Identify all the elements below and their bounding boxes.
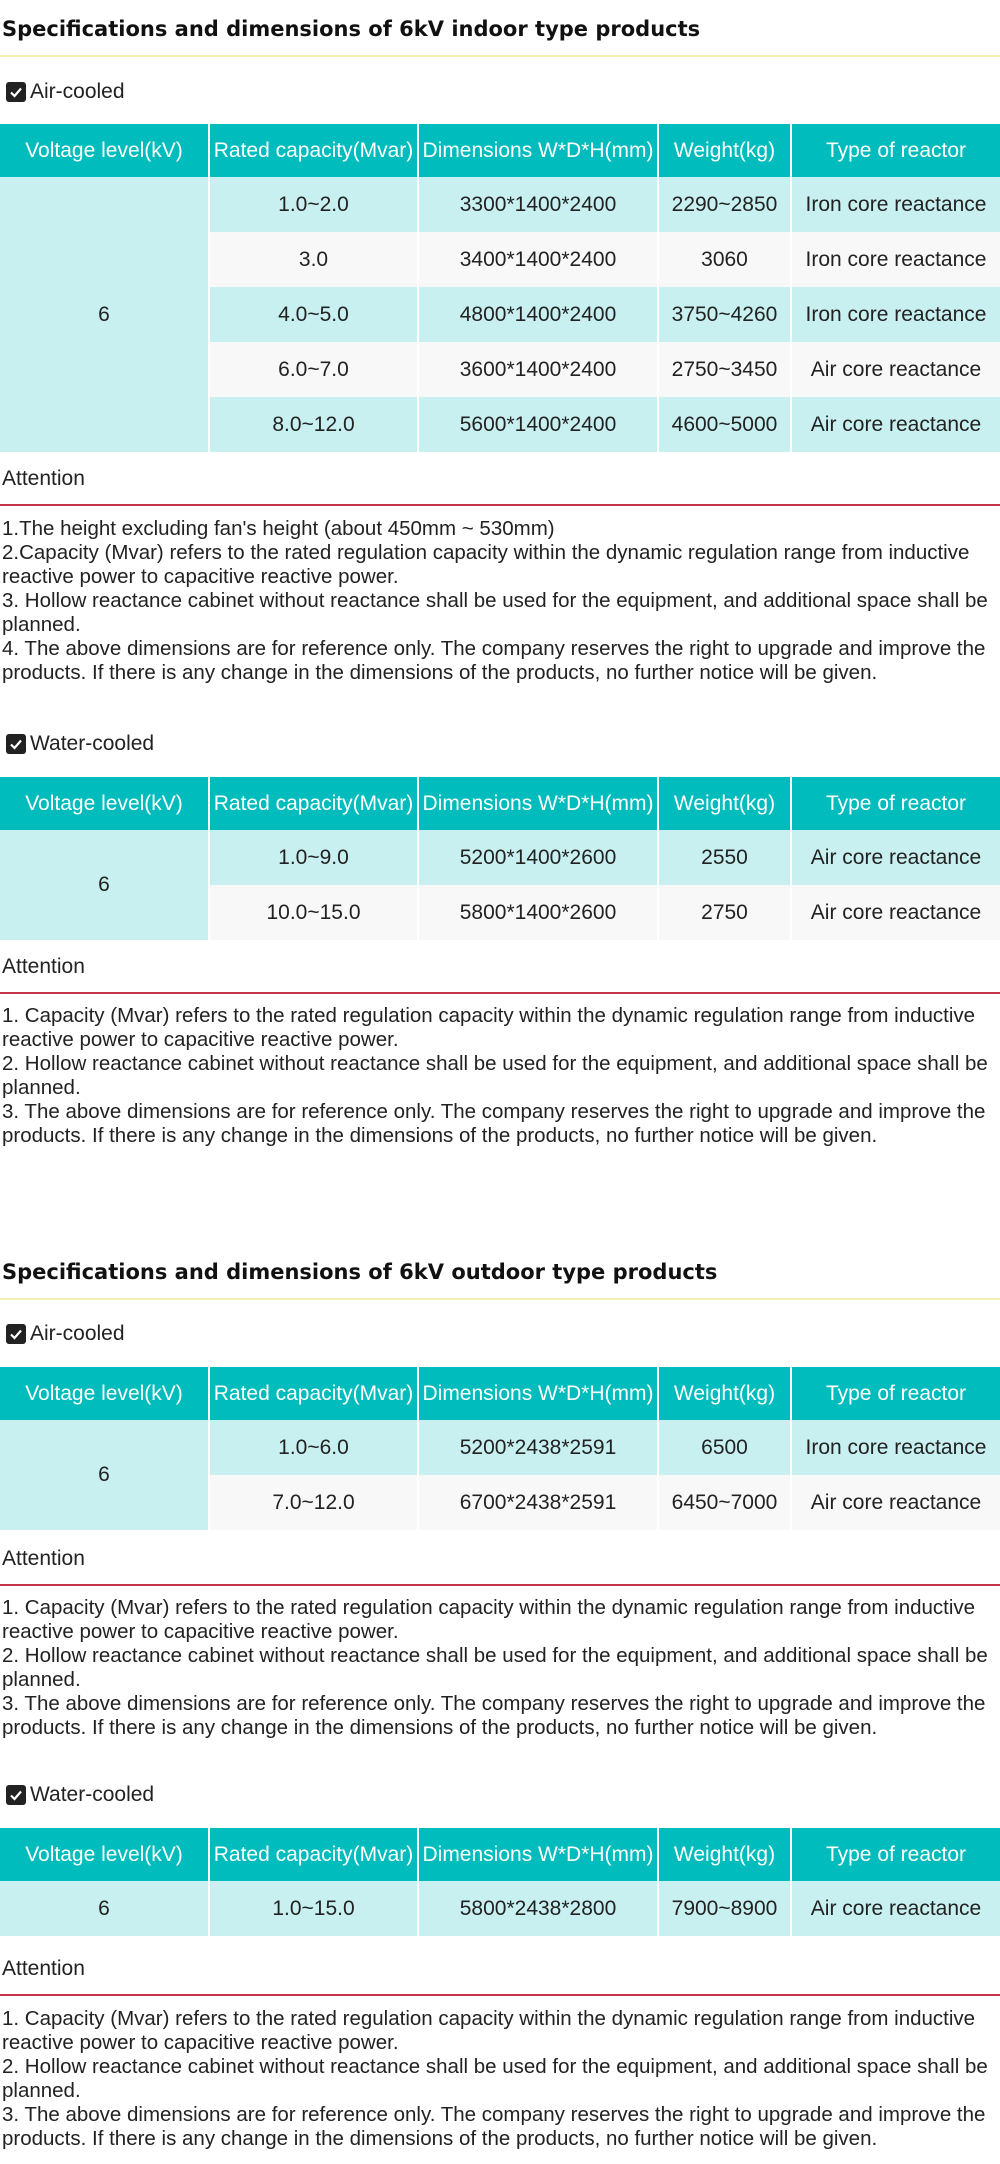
weight-cell: 4600~5000 [658, 397, 791, 452]
reactor-type-cell: Iron core reactance [791, 287, 1000, 342]
col-header-voltage: Voltage level(kV) [0, 124, 209, 177]
capacity-cell: 1.0~6.0 [209, 1420, 418, 1475]
checkbox-checked-icon [6, 1324, 26, 1344]
attention-divider [0, 1584, 1000, 1586]
dimensions-cell: 4800*1400*2400 [418, 287, 658, 342]
col-header-reactor-type: Type of reactor [791, 1828, 1000, 1881]
weight-cell: 2290~2850 [658, 177, 791, 232]
col-header-capacity: Rated capacity(Mvar) [209, 1828, 418, 1881]
capacity-cell: 4.0~5.0 [209, 287, 418, 342]
indoor-water-subheading [6, 732, 154, 756]
dimensions-cell: 5800*1400*2600 [418, 885, 658, 940]
indoor-water-notes [2, 1004, 998, 1148]
outdoor-water-subheading [6, 1783, 154, 1807]
indoor-air-notes [2, 517, 998, 685]
reactor-type-cell: Air core reactance [791, 885, 1000, 940]
outdoor-air-table [0, 1367, 1000, 1530]
dimensions-cell: 3600*1400*2400 [418, 342, 658, 397]
indoor-air-subheading [6, 80, 125, 104]
col-header-voltage: Voltage level(kV) [0, 777, 209, 830]
note-item: 1. Capacity (Mvar) refers to the rated regulation capacity within the dynamic regulation range from inductive reactive power to capacitive reactive power. [2, 1004, 976, 1051]
capacity-cell: 3.0 [209, 232, 418, 287]
dimensions-cell: 5200*2438*2591 [418, 1420, 658, 1475]
table-row [0, 177, 1000, 232]
note-item: 2. Hollow reactance cabinet without reactance shall be used for the equipment, and additional space shall be planned. [2, 2055, 988, 2102]
col-header-weight: Weight(kg) [658, 777, 791, 830]
capacity-cell: 8.0~12.0 [209, 397, 418, 452]
attention-divider [0, 504, 1000, 506]
col-header-voltage: Voltage level(kV) [0, 1367, 209, 1420]
indoor-water-label: Water-cooled [30, 732, 155, 755]
outdoor-water-notes [2, 2007, 998, 2151]
col-header-dimensions: Dimensions W*D*H(mm) [418, 1828, 658, 1881]
capacity-cell: 10.0~15.0 [209, 885, 418, 940]
weight-cell: 6500 [658, 1420, 791, 1475]
col-header-dimensions: Dimensions W*D*H(mm) [418, 777, 658, 830]
voltage-cell: 6 [0, 177, 209, 452]
outdoor-water-attention-heading: Attention [2, 1957, 85, 1980]
weight-cell: 3750~4260 [658, 287, 791, 342]
note-item: 1. Capacity (Mvar) refers to the rated regulation capacity within the dynamic regulation range from inductive reactive power to capacitive reactive power. [2, 2007, 976, 2054]
col-header-capacity: Rated capacity(Mvar) [209, 124, 418, 177]
note-item: 3. The above dimensions are for reference only. The company reserves the right to upgrade and improve the products. If there is any change in the dimensions of the products, no further notice will be given. [2, 1100, 986, 1147]
indoor-water-attention-heading: Attention [2, 955, 85, 978]
note-item: 2. Hollow reactance cabinet without reactance shall be used for the equipment, and additional space shall be planned. [2, 1052, 988, 1099]
indoor-air-label: Air-cooled [30, 80, 125, 103]
attention-divider [0, 1994, 1000, 1996]
reactor-type-cell: Iron core reactance [791, 177, 1000, 232]
table-row [0, 830, 1000, 885]
outdoor-title-divider [0, 1298, 1000, 1300]
capacity-cell: 1.0~2.0 [209, 177, 418, 232]
col-header-weight: Weight(kg) [658, 1367, 791, 1420]
col-header-capacity: Rated capacity(Mvar) [209, 1367, 418, 1420]
note-item: 1.The height excluding fan's height (about 450mm ~ 530mm) [2, 517, 555, 540]
voltage-cell: 6 [0, 1420, 209, 1530]
attention-divider [0, 992, 1000, 994]
col-header-capacity: Rated capacity(Mvar) [209, 777, 418, 830]
weight-cell: 2750 [658, 885, 791, 940]
table-row [0, 1420, 1000, 1475]
voltage-cell: 6 [0, 1881, 209, 1936]
table-row [0, 1881, 1000, 1936]
voltage-cell: 6 [0, 830, 209, 940]
note-item: 2.Capacity (Mvar) refers to the rated regulation capacity within the dynamic regulation range from inductive reactive power to capacitive reactive power. [2, 541, 970, 588]
reactor-type-cell: Air core reactance [791, 342, 1000, 397]
dimensions-cell: 5800*2438*2800 [418, 1881, 658, 1936]
indoor-air-attention-heading: Attention [2, 467, 85, 490]
col-header-reactor-type: Type of reactor [791, 124, 1000, 177]
weight-cell: 7900~8900 [658, 1881, 791, 1936]
col-header-weight: Weight(kg) [658, 1828, 791, 1881]
reactor-type-cell: Air core reactance [791, 1475, 1000, 1530]
indoor-section-title: Specifications and dimensions of 6kV indoor type products [2, 17, 701, 41]
outdoor-section-title: Specifications and dimensions of 6kV outdoor type products [2, 1260, 718, 1284]
col-header-reactor-type: Type of reactor [791, 777, 1000, 830]
weight-cell: 2750~3450 [658, 342, 791, 397]
col-header-dimensions: Dimensions W*D*H(mm) [418, 124, 658, 177]
weight-cell: 6450~7000 [658, 1475, 791, 1530]
capacity-cell: 7.0~12.0 [209, 1475, 418, 1530]
dimensions-cell: 5600*1400*2400 [418, 397, 658, 452]
outdoor-air-subheading [6, 1322, 125, 1346]
checkbox-checked-icon [6, 1785, 26, 1805]
note-item: 2. Hollow reactance cabinet without reactance shall be used for the equipment, and additional space shall be planned. [2, 1644, 988, 1691]
checkbox-checked-icon [6, 734, 26, 754]
capacity-cell: 1.0~15.0 [209, 1881, 418, 1936]
capacity-cell: 1.0~9.0 [209, 830, 418, 885]
col-header-weight: Weight(kg) [658, 124, 791, 177]
checkbox-checked-icon [6, 82, 26, 102]
indoor-title-divider [0, 55, 1000, 57]
reactor-type-cell: Iron core reactance [791, 232, 1000, 287]
capacity-cell: 6.0~7.0 [209, 342, 418, 397]
dimensions-cell: 5200*1400*2600 [418, 830, 658, 885]
col-header-dimensions: Dimensions W*D*H(mm) [418, 1367, 658, 1420]
outdoor-air-notes [2, 1596, 998, 1740]
dimensions-cell: 6700*2438*2591 [418, 1475, 658, 1530]
note-item: 4. The above dimensions are for reference only. The company reserves the right to upgrade and improve the products. If there is any change in the dimensions of the products, no further notice will be given. [2, 637, 986, 684]
note-item: 1. Capacity (Mvar) refers to the rated regulation capacity within the dynamic regulation range from inductive reactive power to capacitive reactive power. [2, 1596, 976, 1643]
note-item: 3. The above dimensions are for reference only. The company reserves the right to upgrade and improve the products. If there is any change in the dimensions of the products, no further notice will be given. [2, 1692, 986, 1739]
note-item: 3. Hollow reactance cabinet without reactance shall be used for the equipment, and additional space shall be planned. [2, 589, 988, 636]
indoor-air-table [0, 124, 1000, 452]
reactor-type-cell: Iron core reactance [791, 1420, 1000, 1475]
weight-cell: 2550 [658, 830, 791, 885]
indoor-water-table [0, 777, 1000, 940]
dimensions-cell: 3400*1400*2400 [418, 232, 658, 287]
col-header-voltage: Voltage level(kV) [0, 1828, 209, 1881]
outdoor-air-label: Air-cooled [30, 1322, 125, 1345]
outdoor-water-table [0, 1828, 1000, 1936]
dimensions-cell: 3300*1400*2400 [418, 177, 658, 232]
outdoor-air-attention-heading: Attention [2, 1547, 85, 1570]
weight-cell: 3060 [658, 232, 791, 287]
col-header-reactor-type: Type of reactor [791, 1367, 1000, 1420]
reactor-type-cell: Air core reactance [791, 1881, 1000, 1936]
reactor-type-cell: Air core reactance [791, 830, 1000, 885]
note-item: 3. The above dimensions are for reference only. The company reserves the right to upgrade and improve the products. If there is any change in the dimensions of the products, no further notice will be given. [2, 2103, 986, 2150]
outdoor-water-label: Water-cooled [30, 1783, 155, 1806]
reactor-type-cell: Air core reactance [791, 397, 1000, 452]
